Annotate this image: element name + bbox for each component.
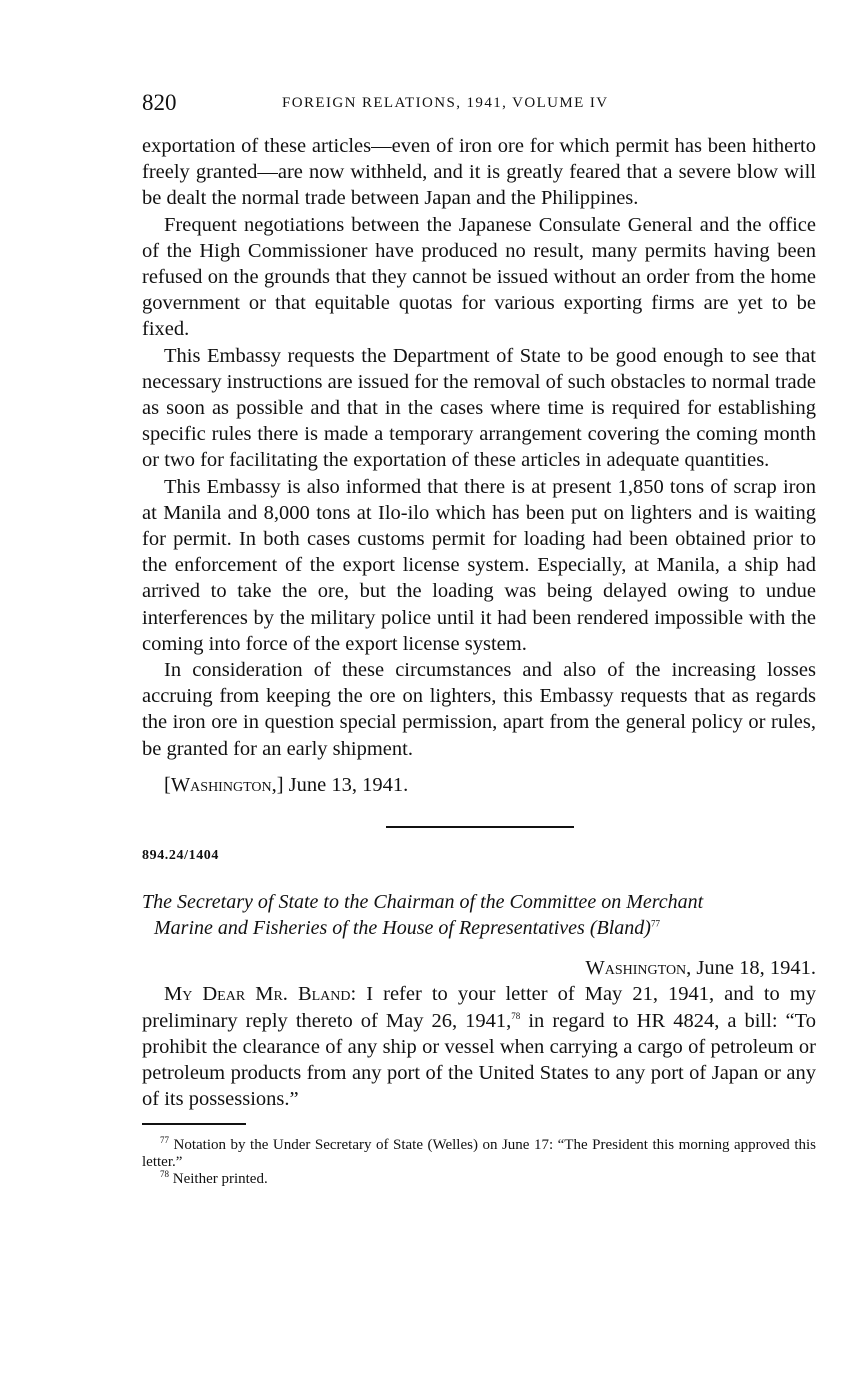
letter-text-1: I refer to your letter of May 21, 1941, and to my preliminary reply thereto of May 26, 1941, xyxy=(142,983,816,1032)
footnote-78-text: Neither printed. xyxy=(169,1170,268,1187)
bracket-open: [ xyxy=(164,773,171,796)
paragraph-4: This Embassy is also informed that there is at present 1,850 tons of scrap iron at Manila and 8,000 tons at Ilo-ilo which has been put on lighters and is waiting for permit. In both cases customs permit for loading had been obtained prior to the enforcement of the export license system. Especially, at Manila, a ship had arrived to take the ore, but the loading was being delayed owing to undue interferences by the military police until it had been rendered impossible with the coming into force of the export license system. xyxy=(142,475,816,655)
document-title-line-2-wrap xyxy=(142,915,816,941)
dateline-2-date: June 18, 1941. xyxy=(691,957,816,980)
dateline-place: Washington, xyxy=(170,773,277,796)
dateline-washington-june-18 xyxy=(142,955,816,981)
document-body xyxy=(142,133,816,1188)
document-title-line-1: The Secretary of State to the Chairman of the Committee on Merchant xyxy=(142,891,704,914)
dateline-date: June 13, 1941. xyxy=(283,773,409,796)
bracket-close: ] xyxy=(276,773,284,796)
letter-salutation: My Dear Mr. Bland: xyxy=(164,983,357,1006)
paragraph-2: Frequent negotiations between the Japanese Consulate General and the office of the High Commissioner have produced no result, many permits having been refused on the grounds that they cannot be issued without an order from the home government or that equitable quotas for various exporting firms are yet to be fixed. xyxy=(142,213,816,341)
footnote-divider xyxy=(142,1123,246,1125)
document-title xyxy=(142,889,816,941)
paragraph-3: This Embassy requests the Department of State to be good enough to see that necessary instructions are issued for the removal of such obstacles to normal trade as soon as possible and that in the cases where time is required for establishing specific rules there is made a temporary arrangement covering the coming month or two for facilitating the exportation of these articles in adequate quantities. xyxy=(142,344,817,472)
file-number: 894.24/1404 xyxy=(142,848,219,864)
footnote-marker-77: 77 xyxy=(160,1134,169,1145)
footnotes xyxy=(142,1134,816,1188)
dateline-2-place: Washington, xyxy=(585,957,692,980)
section-divider xyxy=(386,826,574,828)
letter-paragraph xyxy=(142,981,816,1112)
page-number: 820 xyxy=(142,90,177,115)
footnote-78 xyxy=(142,1168,816,1188)
footnote-marker-78: 78 xyxy=(160,1168,169,1179)
footnote-77 xyxy=(142,1134,816,1171)
letter-text-2: in regard to HR 4824, a bill: “To prohibit the clearance of any ship or vessel when carrying a cargo of petroleum or petroleum products from any port of the United States to any port of Japan or any of its possessions.” xyxy=(142,1009,816,1111)
footnote-ref-77: 77 xyxy=(650,918,660,929)
paragraph-5: In consideration of these circumstances and also of the increasing losses accruing from keeping the ore on lighters, this Embassy requests that as regards the iron ore in question special permission, apart from the general policy or rules, be granted for an early shipment. xyxy=(142,659,816,760)
page-header xyxy=(142,90,818,120)
footnote-ref-78: 78 xyxy=(511,1010,521,1021)
footnote-77-text: Notation by the Under Secretary of State (Welles) on June 17: “The President this morning approved this letter.” xyxy=(142,1136,816,1170)
paragraph-1: exportation of these articles—even of iron ore for which permit has been hitherto freely granted—are now withheld, and it is greatly feared that a severe blow will be dealt the normal trade between Japan and the Philippines. xyxy=(142,135,816,210)
document-title-line-2: Marine and Fisheries of the House of Representatives (Bland) xyxy=(154,917,651,940)
dateline-washington-june-13 xyxy=(142,772,816,798)
running-head: FOREIGN RELATIONS, 1941, VOLUME IV xyxy=(282,95,609,111)
